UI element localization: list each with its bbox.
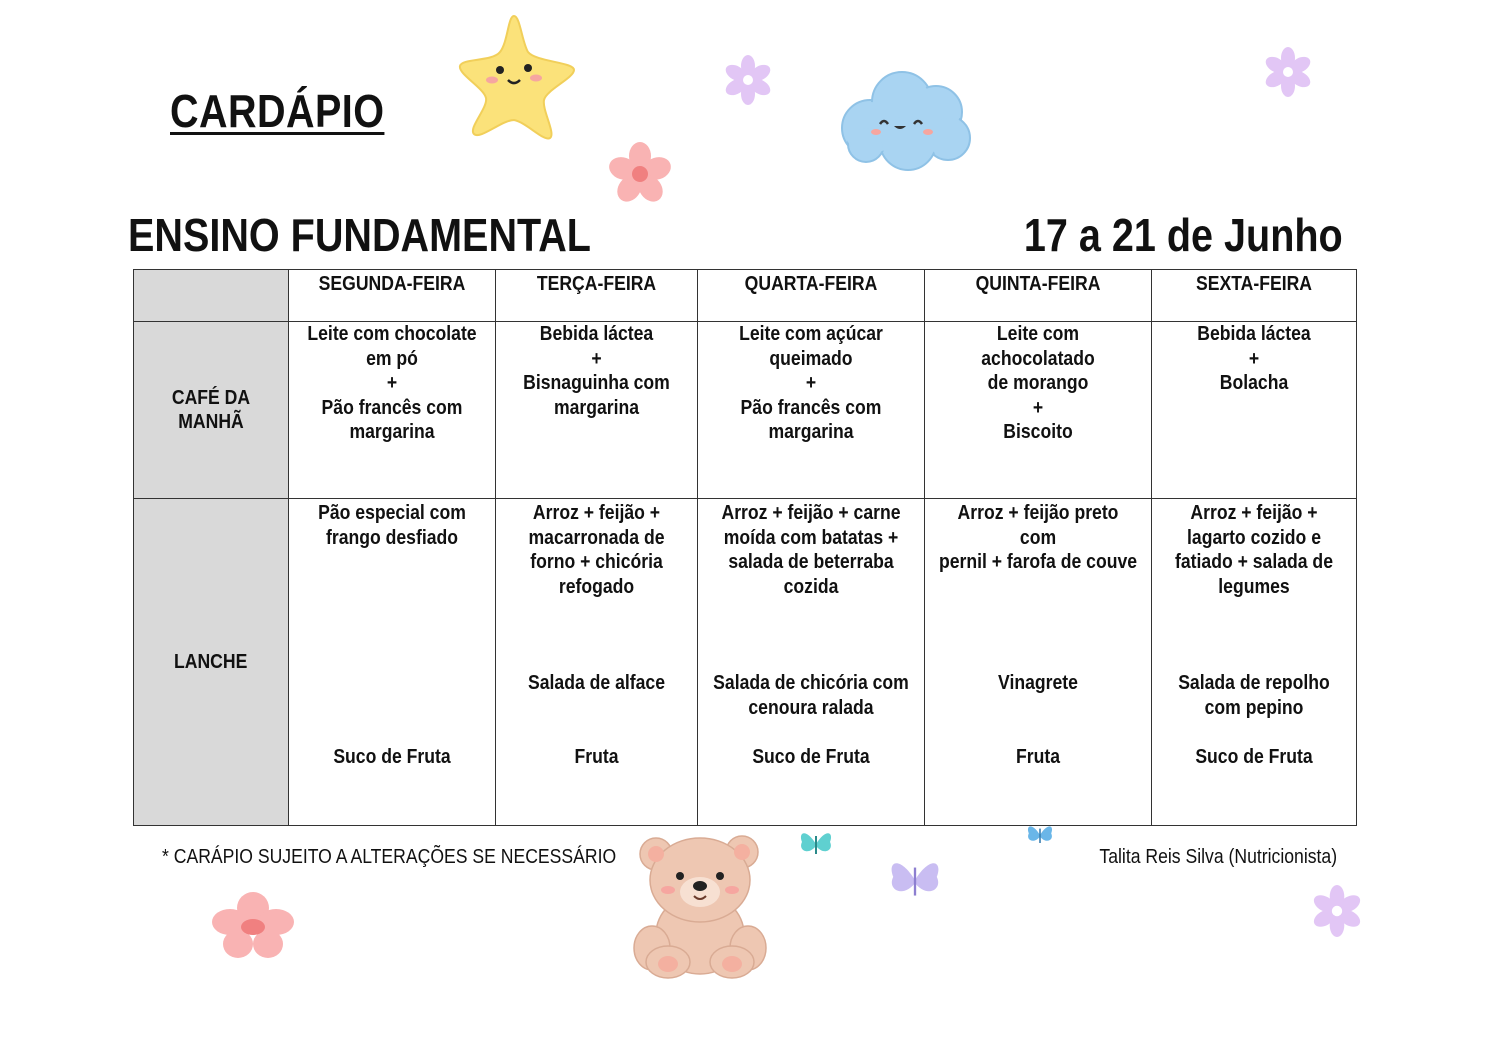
lanche-main-dish: Arroz + feijão preto com pernil + farofa de couve <box>938 502 1138 573</box>
nutritionist-signature: Talita Reis Silva (Nutricionista) <box>1099 846 1337 868</box>
lanche-main-dish: Arroz + feijão + carne moída com batatas + salada de beterraba cozida <box>721 502 901 598</box>
lanche-drink: Fruta <box>1016 746 1060 768</box>
lanche-main-dish: Pão especial com frango desfiado <box>318 502 466 549</box>
lanche-salad: Salada de chicória com cenoura ralada <box>713 672 909 719</box>
cafe-cell: Leite com açúcar queimado + Pão francês com margarina <box>698 322 925 499</box>
butterfly-icon <box>882 852 948 908</box>
teddy-bear-icon <box>630 830 770 980</box>
days-header-row <box>134 270 1357 322</box>
school-level: ENSINO FUNDAMENTAL <box>128 209 591 261</box>
lanche-salad: Vinagrete <box>998 672 1078 694</box>
meal-label-cafe: CAFÉ DA MANHÃ <box>134 322 289 499</box>
cafe-da-manha-row <box>134 322 1357 499</box>
corner-cell <box>134 270 289 322</box>
day-header: QUINTA-FEIRA <box>925 270 1152 322</box>
star-icon <box>452 12 582 142</box>
flower-icon <box>1310 884 1364 938</box>
lanche-salad: Salada de alface <box>528 672 665 694</box>
flower-icon <box>1262 46 1314 98</box>
cafe-cell: Leite com chocolate em pó + Pão francês com margarina <box>289 322 496 499</box>
date-range: 17 a 21 de Junho <box>1024 209 1343 261</box>
lanche-drink: Suco de Fruta <box>333 746 451 768</box>
disclaimer-note: * CARÁPIO SUJEITO A ALTERAÇÕES SE NECESSÁRIO <box>162 846 617 868</box>
meal-label-lanche: LANCHE <box>134 499 289 826</box>
day-header: SEGUNDA-FEIRA <box>289 270 496 322</box>
lanche-row <box>134 499 1357 826</box>
cafe-cell: Bebida láctea + Bisnaguinha com margarina <box>496 322 698 499</box>
day-header: TERÇA-FEIRA <box>496 270 698 322</box>
lanche-drink: Suco de Fruta <box>752 746 870 768</box>
lanche-cell <box>698 499 925 826</box>
menu-table <box>133 269 1357 826</box>
lanche-drink: Suco de Fruta <box>1195 746 1313 768</box>
flower-icon <box>608 142 672 206</box>
cloud-icon <box>836 68 976 172</box>
butterfly-icon <box>796 826 836 862</box>
lanche-main-dish: Arroz + feijão + lagarto cozido e fatiado + salada de legumes <box>1175 502 1333 598</box>
cafe-cell: Bebida láctea + Bolacha <box>1152 322 1357 499</box>
lanche-cell <box>1152 499 1357 826</box>
flower-icon <box>722 54 774 106</box>
flower-icon <box>210 892 296 962</box>
cafe-cell: Leite com achocolatado de morango + Biscoito <box>925 322 1152 499</box>
page-title: CARDÁPIO <box>170 85 385 137</box>
lanche-cell <box>496 499 698 826</box>
lanche-drink: Fruta <box>574 746 619 768</box>
lanche-cell <box>925 499 1152 826</box>
lanche-salad: Salada de repolho com pepino <box>1178 672 1330 719</box>
day-header: SEXTA-FEIRA <box>1152 270 1357 322</box>
lanche-main-dish: Arroz + feijão + macarronada de forno + chicória refogado <box>528 502 665 598</box>
day-header: QUARTA-FEIRA <box>698 270 925 322</box>
lanche-cell <box>289 499 496 826</box>
